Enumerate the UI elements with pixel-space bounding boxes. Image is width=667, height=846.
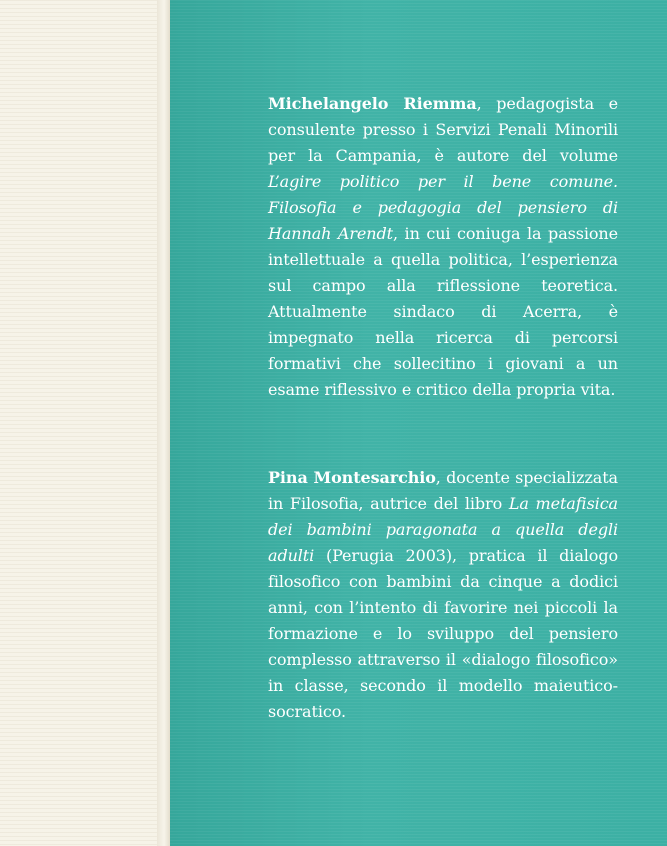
cover-edge <box>157 0 170 846</box>
author-name: Pina Montesarchio <box>268 468 436 487</box>
bio-text: , docente specializzata in Filosofia, autrice del libro <box>268 468 618 513</box>
bio-text: (Perugia 2003), pratica il dialogo filosofico con bambini da cinque a dodici anni, con l’intento di favorire nei piccoli la formazione e lo sviluppo del pensiero complesso attraverso il «dialogo filosofico» in classe, secondo il modello maieutico-socratico. <box>268 546 618 721</box>
author-bio-montesarchio <box>268 465 618 725</box>
bio-text: , in cui coniuga la passione intellettuale a quella politica, l’esperienza sul campo alla riflessione teoretica. Attualmente sindaco di Acerra, è impegnato nella ricerca di percorsi formativi che sollecitino i giovani a un esame riflessivo e critico della propria vita. <box>268 224 618 399</box>
paper-background <box>0 0 157 846</box>
author-name: Michelangelo Riemma <box>268 94 477 113</box>
bio-text: , pedagogista e consulente presso i Servizi Penali Minorili per la Campania, è autore del volume <box>268 94 618 165</box>
book-title: L’agire politico per il bene comune. Filosofia e pedagogia del pensiero di Hannah Arendt <box>268 172 618 243</box>
book-title: La metafisica dei bambini paragonata a quella degli adulti <box>268 494 618 565</box>
author-bio-riemma <box>268 91 618 403</box>
